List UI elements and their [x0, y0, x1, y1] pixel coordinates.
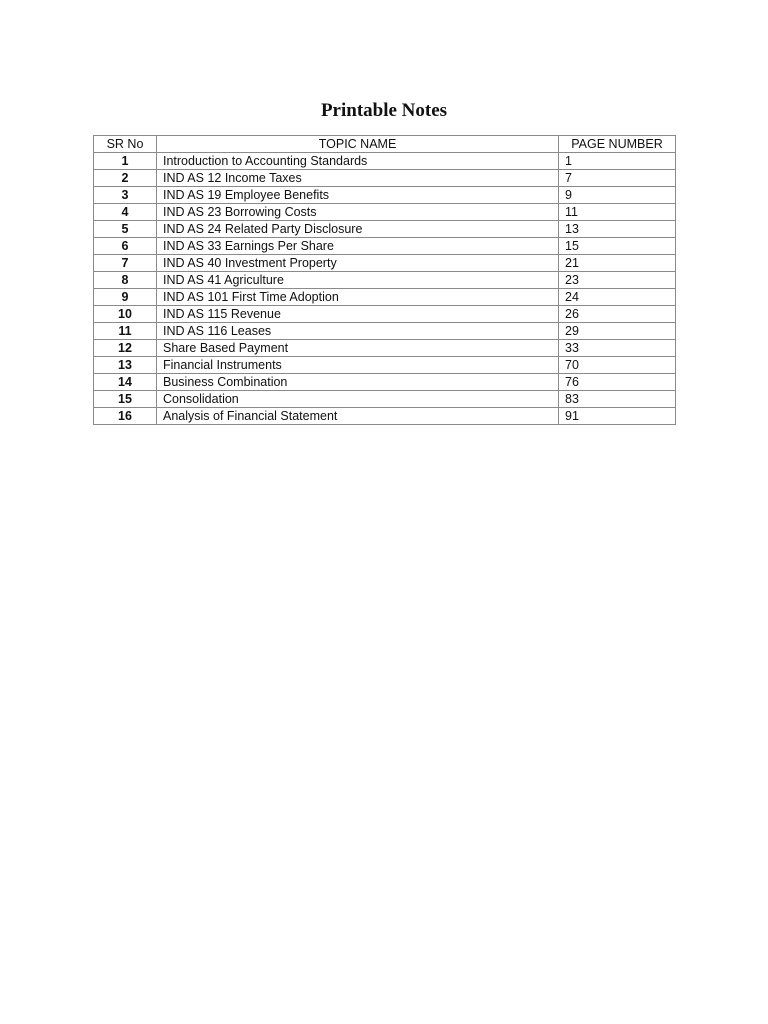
- table-row: [94, 170, 676, 187]
- sr-no-cell: 8: [94, 272, 157, 289]
- topic-name-header: TOPIC NAME: [157, 136, 559, 153]
- table-row: [94, 374, 676, 391]
- page-number-cell: 24: [559, 289, 676, 306]
- table-row: [94, 306, 676, 323]
- sr-no-cell: 7: [94, 255, 157, 272]
- topic-name-cell: Financial Instruments: [157, 357, 559, 374]
- page-number-cell: 70: [559, 357, 676, 374]
- topic-name-cell: IND AS 116 Leases: [157, 323, 559, 340]
- sr-no-cell: 2: [94, 170, 157, 187]
- table-header-row: [94, 136, 676, 153]
- table-row: [94, 289, 676, 306]
- page-number-cell: 7: [559, 170, 676, 187]
- sr-no-cell: 9: [94, 289, 157, 306]
- table-row: [94, 357, 676, 374]
- page-number-cell: 9: [559, 187, 676, 204]
- page-number-cell: 26: [559, 306, 676, 323]
- sr-no-cell: 11: [94, 323, 157, 340]
- topic-name-cell: IND AS 101 First Time Adoption: [157, 289, 559, 306]
- page-number-cell: 76: [559, 374, 676, 391]
- page-number-cell: 91: [559, 408, 676, 425]
- sr-no-cell: 14: [94, 374, 157, 391]
- page-number-cell: 83: [559, 391, 676, 408]
- topic-name-cell: Share Based Payment: [157, 340, 559, 357]
- table-body: [94, 153, 676, 425]
- table-row: [94, 238, 676, 255]
- topic-name-cell: IND AS 19 Employee Benefits: [157, 187, 559, 204]
- topic-name-cell: IND AS 23 Borrowing Costs: [157, 204, 559, 221]
- page-title: Printable Notes: [320, 99, 448, 121]
- sr-no-cell: 6: [94, 238, 157, 255]
- table-row: [94, 221, 676, 238]
- table-row: [94, 340, 676, 357]
- topic-name-cell: IND AS 24 Related Party Disclosure: [157, 221, 559, 238]
- sr-no-cell: 15: [94, 391, 157, 408]
- sr-no-cell: 13: [94, 357, 157, 374]
- topic-name-cell: Business Combination: [157, 374, 559, 391]
- topic-name-cell: IND AS 12 Income Taxes: [157, 170, 559, 187]
- page-number-cell: 15: [559, 238, 676, 255]
- page-number-cell: 13: [559, 221, 676, 238]
- table-row: [94, 323, 676, 340]
- table-row: [94, 204, 676, 221]
- contents-table: [93, 135, 676, 425]
- sr-no-cell: 3: [94, 187, 157, 204]
- topic-name-cell: Analysis of Financial Statement: [157, 408, 559, 425]
- table-row: [94, 408, 676, 425]
- topic-name-cell: Consolidation: [157, 391, 559, 408]
- topic-name-cell: IND AS 41 Agriculture: [157, 272, 559, 289]
- sr-no-cell: 10: [94, 306, 157, 323]
- page-number-cell: 21: [559, 255, 676, 272]
- page-number-cell: 1: [559, 153, 676, 170]
- page-number-cell: 33: [559, 340, 676, 357]
- topic-name-cell: IND AS 115 Revenue: [157, 306, 559, 323]
- table-row: [94, 255, 676, 272]
- table-row: [94, 153, 676, 170]
- sr-no-cell: 12: [94, 340, 157, 357]
- sr-no-cell: 16: [94, 408, 157, 425]
- table-row: [94, 272, 676, 289]
- topic-name-cell: IND AS 40 Investment Property: [157, 255, 559, 272]
- sr-no-header: SR No: [94, 136, 157, 153]
- page-number-cell: 23: [559, 272, 676, 289]
- table-row: [94, 187, 676, 204]
- sr-no-cell: 1: [94, 153, 157, 170]
- page-number-header: PAGE NUMBER: [559, 136, 676, 153]
- page-number-cell: 11: [559, 204, 676, 221]
- sr-no-cell: 5: [94, 221, 157, 238]
- table-row: [94, 391, 676, 408]
- topic-name-cell: IND AS 33 Earnings Per Share: [157, 238, 559, 255]
- sr-no-cell: 4: [94, 204, 157, 221]
- topic-name-cell: Introduction to Accounting Standards: [157, 153, 559, 170]
- page-number-cell: 29: [559, 323, 676, 340]
